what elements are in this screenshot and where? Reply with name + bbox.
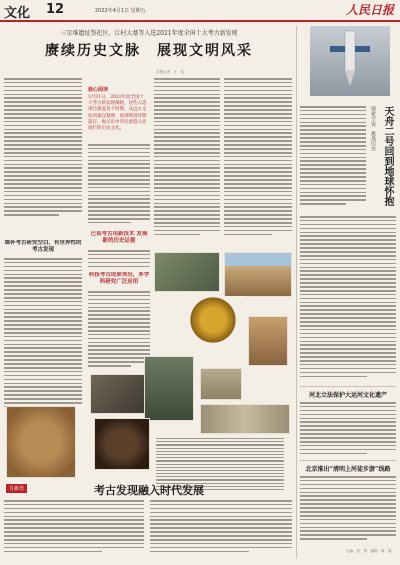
commentary-headline: 考古发现融入时代发展 <box>94 484 204 497</box>
right-article-text-3 <box>300 402 396 458</box>
main-article <box>4 26 294 559</box>
right-subheading-2: 北京推出“清明上河徒步游”线路 <box>305 466 391 473</box>
masthead <box>0 0 400 22</box>
subheading-1: 填补考古研究空白，有世界性的考古发现 <box>4 240 82 253</box>
article-column-3 <box>154 78 220 248</box>
article-column-4 <box>224 78 292 248</box>
newspaper-logo: 人民日报 <box>345 3 394 17</box>
right-subheading-1: 河北立法保护大运河文化遗产 <box>308 392 387 399</box>
right-divider-1 <box>300 386 396 387</box>
commentary-column-1 <box>4 500 144 558</box>
article-column-2c <box>88 291 150 371</box>
stone-tools-photo <box>90 374 150 414</box>
subheading-3: 科技考古成果突出，多学科研究广泛应用 <box>88 272 150 285</box>
right-kicker: 探索宇宙、挑战历史 <box>370 106 376 151</box>
core-reading-label: 核心阅读 <box>88 87 109 93</box>
excavation-photo <box>224 252 292 297</box>
article-column-2b <box>88 250 150 270</box>
article-column-1 <box>4 78 82 238</box>
article-byline: 本报记者 王 珏 <box>156 70 184 74</box>
commentary-header <box>4 482 294 496</box>
artifact-photo <box>200 368 242 400</box>
right-divider-2 <box>300 460 396 461</box>
site-photo-1 <box>154 252 220 292</box>
article-kicker: 三星堆遗址祭祀区、江村大墓等入选2021年度全国十大考古新发现 <box>60 30 238 37</box>
article-headline: 赓续历史文脉 展现文明风采 <box>45 43 253 59</box>
article-column-2 <box>88 144 150 228</box>
right-article-text-2 <box>300 216 396 386</box>
commentary-label: 月新语 <box>6 484 27 493</box>
gold-mask-photo <box>186 296 246 344</box>
textile-photo <box>200 404 290 434</box>
right-headline: 天舟二号回到地球怀抱 <box>382 106 393 206</box>
right-article-text-4 <box>300 476 396 546</box>
bronze-tree-photo <box>144 356 194 421</box>
subheading-2: 巴县考古用新技术 发现新的历史证据 <box>90 231 148 244</box>
section-name: 文化 <box>4 6 31 21</box>
publication-date: 2022年4月1日 星期五 <box>95 8 146 14</box>
spacecraft-icon <box>310 26 390 96</box>
right-article-text-1 <box>300 106 366 210</box>
bronze-vessel-photo <box>248 316 288 366</box>
page-number: 12 <box>46 2 65 17</box>
spacecraft-photo <box>310 26 390 96</box>
pottery-photo <box>6 406 76 478</box>
core-reading-text: 3月31日，2021年度全国十大考古新发现揭晓，这些入选项目涵盖各个时期，从远古文化到秦汉墓葬，再到明清时期遗存，揭示出中华民族悠久而灿烂的历史文化。 <box>88 95 147 132</box>
commentary-column-2 <box>150 500 292 558</box>
core-reading-box <box>88 86 148 141</box>
right-column <box>300 26 396 559</box>
editor-credits: 主编：张 勇 编辑：周 丽 <box>346 549 392 553</box>
column-divider <box>296 26 297 559</box>
black-pottery-photo <box>94 418 150 470</box>
